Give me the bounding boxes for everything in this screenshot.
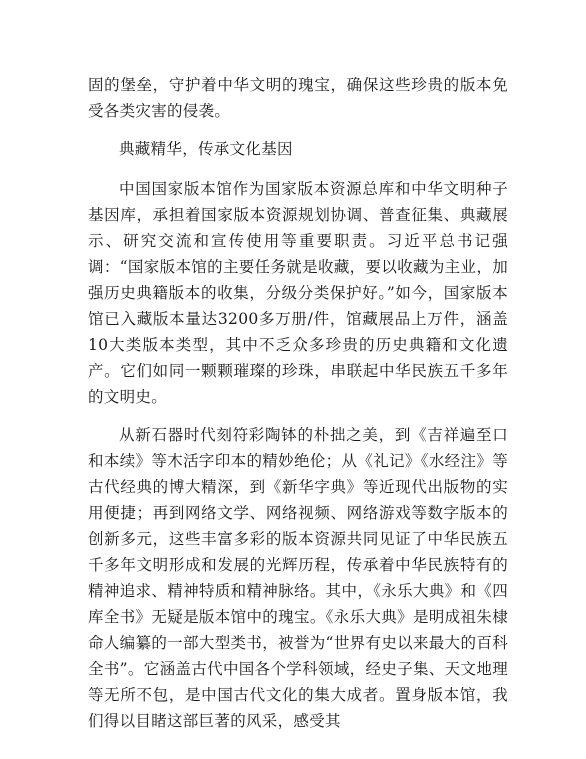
intro-continuation-paragraph: 固的堡垒，守护着中华文明的瑰宝，确保这些珍贵的版本免受各类灾害的侵袭。 xyxy=(88,76,508,120)
paragraph-gap xyxy=(88,410,508,422)
body-paragraph-1: 中国国家版本馆作为国家版本资源总库和中华文明种子基因库，承担着国家版本资源规划协调、普查征集、典藏展示、研究交流和宣传使用等重要职责。习近平总书记强调：“国家版本馆的主要任务就是收藏，要以收藏为主业，加强历史典籍版本的收集，分级分类保护好。”如今，国家版本馆已入藏版本量达3200多万册/件，馆藏展品上万件，涵盖10大类版本类型，其中不乏众多珍贵的历史典籍和文化遗产。它们如同一颗颗璀璨的珍珠，串联起中华民族五千多年的文明史。 xyxy=(88,180,508,406)
section-heading: 典藏精华，传承文化基因 xyxy=(119,140,293,158)
body-paragraph-2: 从新石器时代刻符彩陶钵的朴拙之美，到《吉祥遍至口和本续》等木活字印本的精妙绝伦；从《礼记》《水经注》等古代经典的博大精深，到《新华字典》等近现代出版物的实用便捷；再到网络文学、网络视频、网络游戏等数字版本的创新多元，这些丰富多彩的版本资源共同见证了中华民族五千多年文明形成和发展的光辉历程，传承着中华民族特有的精神追求、精神特质和精神脉络。其中，《永乐大典》和《四库全书》无疑是版本馆中的瑰宝。《永乐大典》是明成祖朱棣命人编纂的一部大型类书，被誉为“世界有史以来最大的百科全书”。它涵盖古代中国各个学科领域，经史子集、天文地理等无所不包，是中国古代文化的集大成者。置身版本馆，我们得以目睹这部巨著的风采，感受其 xyxy=(88,426,508,730)
article-body xyxy=(88,72,508,734)
